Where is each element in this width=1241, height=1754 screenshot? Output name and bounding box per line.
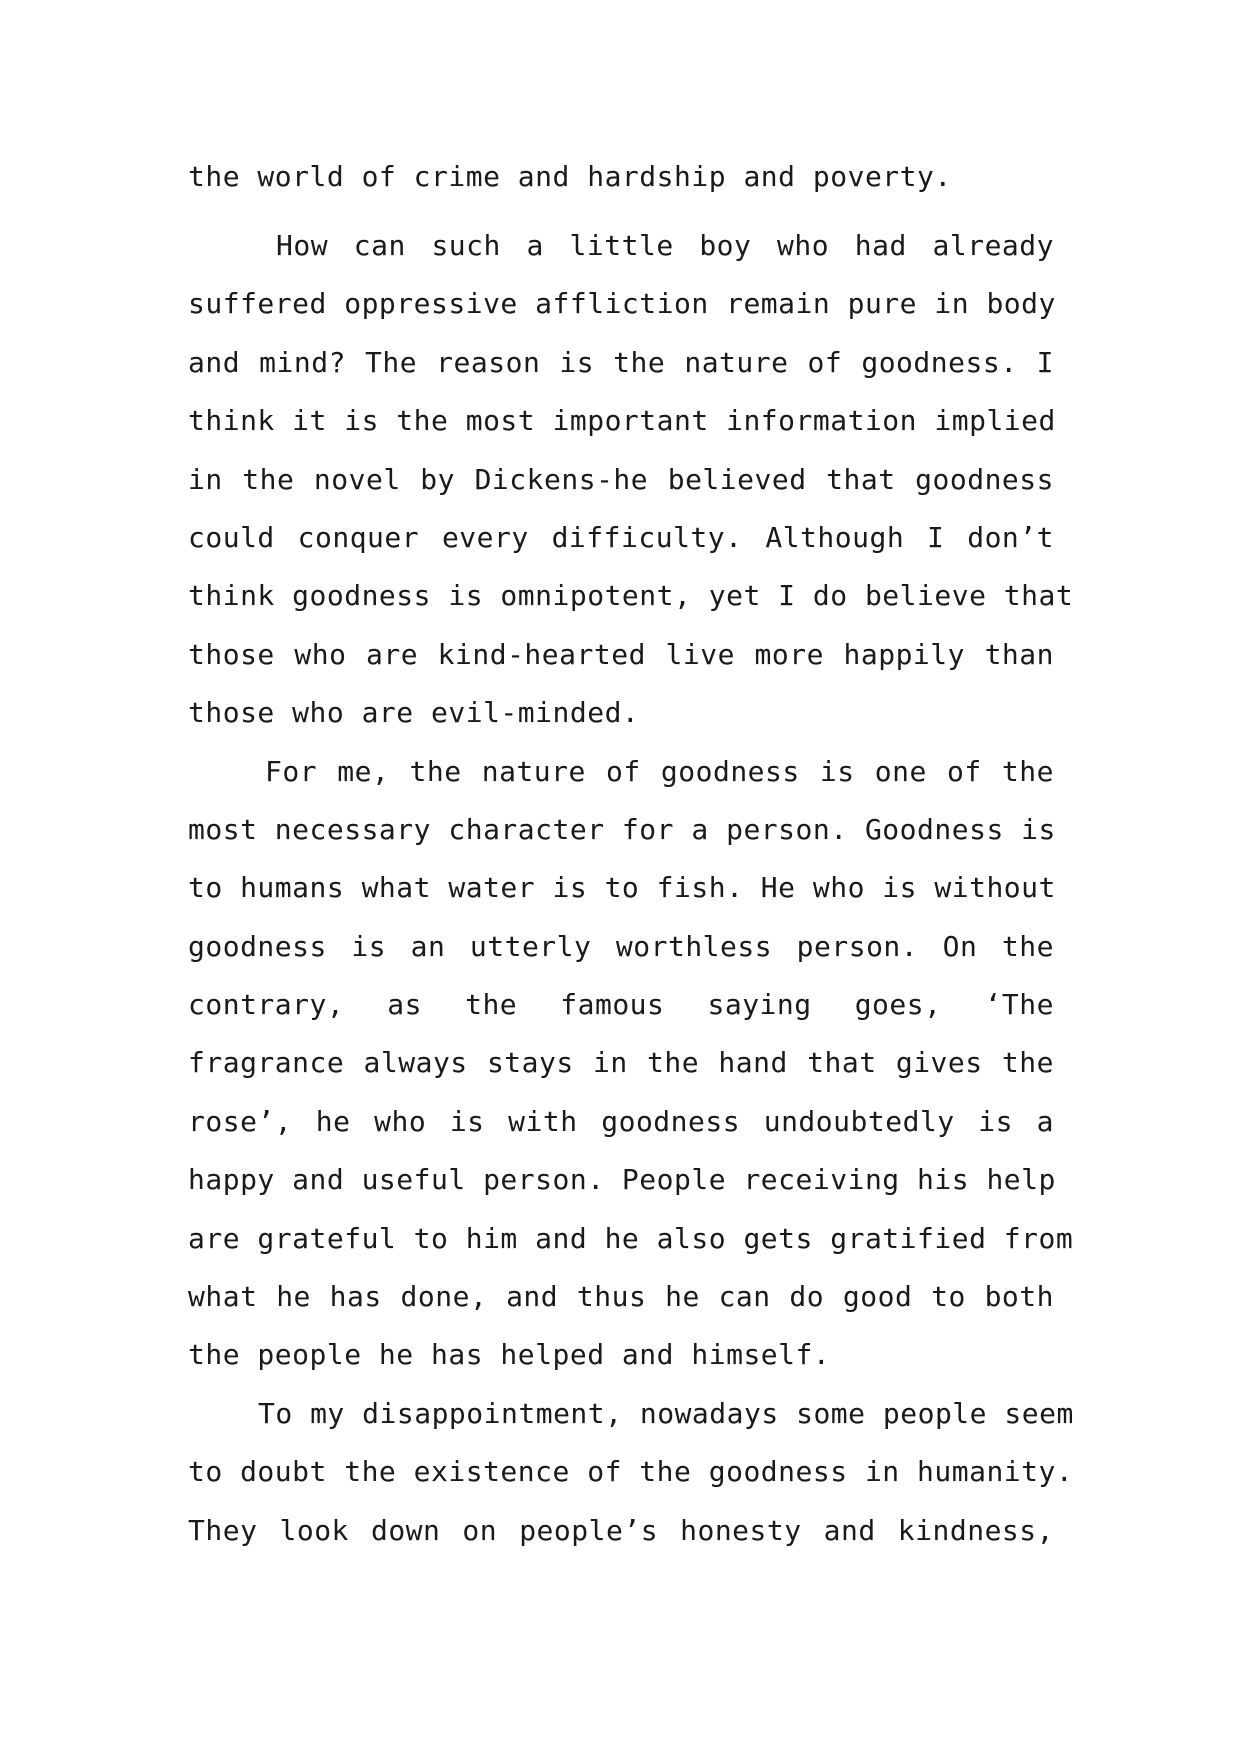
text-line: and mind? The reason is the nature of goodness. I [188,345,1054,379]
text-line: are grateful to him and he also gets gratified from [188,1221,1074,1255]
paragraph-first-line: How can such a little boy who had already [276,229,1054,262]
text-line: goodness is an utterly worthless person. On the [188,929,1054,963]
text-line: those who are evil-minded. [188,696,640,730]
body-text [188,160,1074,1560]
text-line: could conquer every difficulty. Although I don’t [188,520,1054,554]
text-line: to humans what water is to fish. He who is without [188,871,1056,905]
text-line: in the novel by Dickens-he believed that goodness [188,462,1054,496]
text-line: think goodness is omnipotent, yet I do believe that [188,579,1074,613]
text-line: think it is the most important information implied [188,404,1056,438]
text-line: happy and useful person. People receiving his help [188,1163,1056,1197]
text-line: fragrance always stays in the hand that gives the [188,1046,1054,1080]
text-line: suffered oppressive affliction remain pure in body [188,287,1056,321]
text-line: the world of crime and hardship and poverty. [188,160,952,193]
text-line: most necessary character for a person. Goodness is [188,812,1056,846]
text-line: those who are kind-hearted live more happily than [188,637,1054,671]
text-line: what he has done, and thus he can do good to both [188,1280,1054,1314]
text-line: rose’, he who is with goodness undoubtedly is a [188,1104,1054,1138]
text-line: They look down on people’s honesty and kindness, [188,1513,1054,1547]
text-line: contrary, as the famous saying goes, ‘The [188,988,1054,1022]
text-line: to doubt the existence of the goodness in humanity. [188,1455,1074,1489]
paragraph-first-line: For me, the nature of goodness is one of the [265,754,1054,788]
paragraph-first-line: To my disappointment, nowadays some people seem [258,1396,1074,1430]
text-line: the people he has helped and himself. [188,1338,831,1372]
